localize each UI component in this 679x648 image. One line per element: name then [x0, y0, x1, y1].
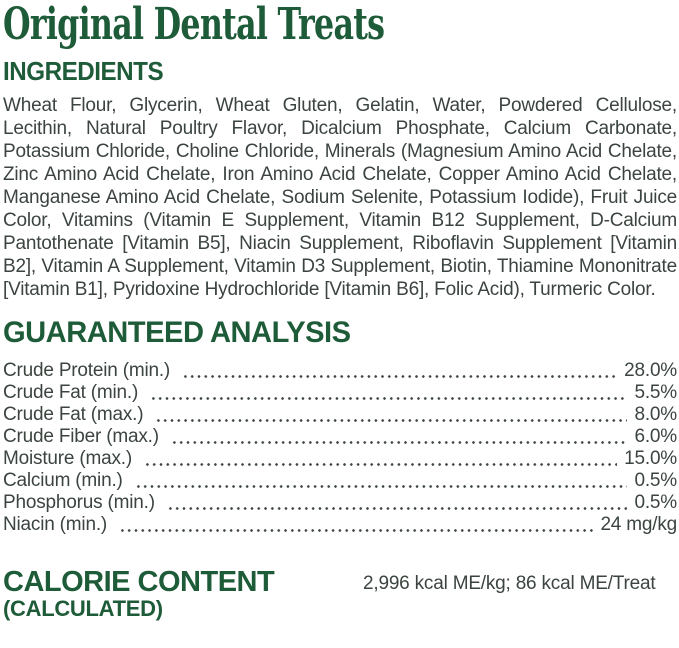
analysis-value: 5.5%	[634, 382, 677, 403]
analysis-value: 0.5%	[634, 470, 677, 491]
calorie-content-value: 2,996 kcal ME/kg; 86 kcal ME/Treat	[363, 573, 656, 594]
dot-leader	[144, 448, 617, 470]
analysis-value: 15.0%	[624, 448, 677, 469]
table-row	[3, 360, 677, 382]
dot-leader	[171, 426, 628, 448]
analysis-label: Crude Fat (min.)	[3, 382, 139, 403]
analysis-label: Crude Fat (max.)	[3, 404, 144, 425]
table-row	[3, 426, 677, 448]
ingredients-heading: INGREDIENTS	[3, 56, 164, 86]
dot-leader	[155, 404, 627, 426]
dot-leader	[150, 382, 627, 404]
label-page	[0, 2, 679, 621]
analysis-label: Crude Protein (min.)	[3, 360, 171, 381]
dot-leader	[182, 360, 617, 382]
analysis-label: Moisture (max.)	[3, 448, 132, 469]
table-row	[3, 404, 677, 426]
dot-leader	[119, 514, 593, 536]
calorie-content-section	[3, 567, 677, 621]
analysis-label: Calcium (min.)	[3, 470, 123, 491]
guaranteed-analysis-heading: GUARANTEED ANALYSIS	[3, 316, 351, 349]
analysis-value: 0.5%	[634, 492, 677, 513]
analysis-value: 28.0%	[624, 360, 677, 381]
table-row	[3, 492, 677, 514]
dot-leader	[167, 492, 628, 514]
calorie-content-heading	[3, 567, 363, 621]
guaranteed-analysis-table	[3, 360, 677, 536]
analysis-value: 6.0%	[634, 426, 677, 447]
analysis-value: 8.0%	[634, 404, 677, 425]
dot-leader	[135, 470, 628, 492]
table-row	[3, 470, 677, 492]
analysis-label: Crude Fiber (max.)	[3, 426, 159, 447]
page-title: Original Dental Treats	[3, 0, 385, 50]
table-row	[3, 448, 677, 470]
calorie-content-heading-line1: CALORIE CONTENT	[3, 566, 275, 598]
analysis-label: Phosphorus (min.)	[3, 492, 155, 513]
analysis-value: 24 mg/kg	[600, 514, 677, 535]
ingredients-text: Wheat Flour, Glycerin, Wheat Gluten, Gelatin, Water, Powdered Cellulose, Lecithin, Natural Poultry Flavor, Dicalcium Phosphate, Calcium Carbonate, Potassium Chloride, Choline Chloride, Minerals (Magnesium Amino Acid Chelate, Zinc Amino Acid Chelate, Iron Amino Acid Chelate, Copper Amino Acid Chelate, Manganese Amino Acid Chelate, Sodium Selenite, Potassium Iodide), Fruit Juice Color, Vitamins (Vitamin E Supplement, Vitamin B12 Supplement, D-Calcium Pantothenate [Vitamin B5], Niacin Supplement, Riboflavin Supplement [Vitamin B2], Vitamin A Supplement, Vitamin D3 Supplement, Biotin, Thiamine Mononitrate [Vitamin B1], Pyridoxine Hydrochloride [Vitamin B6], Folic Acid), Turmeric Color.	[3, 95, 677, 300]
analysis-label: Niacin (min.)	[3, 514, 108, 535]
table-row	[3, 382, 677, 404]
calorie-content-heading-line2: (CALCULATED)	[3, 596, 163, 621]
table-row	[3, 514, 677, 536]
